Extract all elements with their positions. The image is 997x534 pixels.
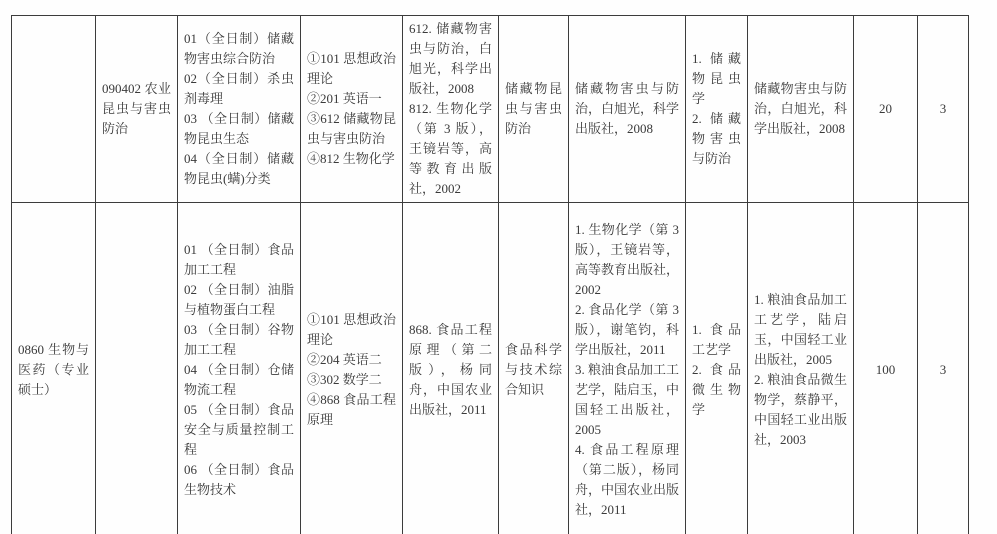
cell-study-years: 3: [918, 16, 969, 203]
cell-exam-subjects: [301, 203, 403, 534]
cell-line: 06 （全日制）食品生物技术: [184, 462, 294, 497]
cell-line: 03 （全日制）谷物加工工程: [184, 322, 294, 357]
cell-line: 4. 食品工程原理（第二版），杨同舟，中国农业出版社，2011: [575, 442, 680, 517]
cell-line: 03 （全日制）储藏物昆虫生态: [184, 111, 294, 146]
cell-line: 1. 生物化学（第 3 版），王镜岩等，高等教育出版社，2002: [575, 222, 680, 297]
cell-line: ②204 英语二: [307, 352, 382, 367]
cell-exam-subjects: [301, 16, 403, 203]
cell-line: ④868 食品工程原理: [307, 392, 396, 427]
cell-line: ④812 生物化学: [307, 151, 395, 166]
cell-line: 02（全日制）杀虫剂毒理: [184, 71, 294, 106]
cell-enrollment-quota: 20: [854, 16, 918, 203]
cell-line: ③302 数学二: [307, 372, 382, 387]
cell-line: ③612 储藏物昆虫与害虫防治: [307, 111, 396, 146]
cell-exam-references: [403, 203, 499, 534]
cell-category: [12, 16, 96, 203]
cell-extra-test-references: [748, 203, 854, 534]
cell-study-years: 3: [918, 203, 969, 534]
cell-line: 储藏物昆虫与害虫防治: [505, 81, 562, 136]
cell-line: ②201 英语一: [307, 91, 382, 106]
cell-research-directions: [178, 203, 301, 534]
table-row-0860: [12, 203, 969, 534]
cell-major-code: 090402 农业昆虫与害虫防治: [96, 16, 178, 203]
admissions-table: [11, 15, 969, 534]
cell-exam-references: [403, 16, 499, 203]
cell-line: 3. 粮油食品加工工艺学，陆启玉，中国轻工出版社，2005: [575, 362, 680, 437]
cell-line: 储藏物害虫与防治，白旭光，科学出版社，2008: [754, 81, 847, 136]
cell-line: 2. 储藏物害虫与防治: [692, 111, 741, 166]
cell-line: 01 （全日制）食品加工工程: [184, 242, 294, 277]
cell-line: 2. 食品微生物学: [692, 362, 741, 417]
cell-line: 储藏物害虫与防治，白旭光，科学出版社，2008: [575, 81, 680, 136]
cell-line: 1. 食品工艺学: [692, 322, 741, 357]
cell-retest-references: [569, 16, 686, 203]
cell-line: 812. 生物化学（第 3 版），王镜岩等，高等教育出版社，2002: [409, 101, 492, 196]
cell-line: 04（全日制）储藏物昆虫(螨)分类: [184, 151, 294, 186]
cell-retest-subject: [499, 203, 569, 534]
cell-line: ①101 思想政治理论: [307, 312, 396, 347]
cell-line: 02 （全日制）油脂与植物蛋白工程: [184, 282, 294, 317]
cell-enrollment-quota: 100: [854, 203, 918, 534]
cell-line: 612. 储藏物害虫与防治，白旭光，科学出版社，2008: [409, 21, 492, 96]
cell-research-directions: [178, 16, 301, 203]
cell-line: 05 （全日制）食品安全与质量控制工程: [184, 402, 294, 457]
cell-extra-test-subjects: [686, 203, 748, 534]
cell-retest-references: [569, 203, 686, 534]
cell-retest-subject: [499, 16, 569, 203]
cell-line: 04 （全日制）仓储物流工程: [184, 362, 294, 397]
cell-line: 1. 储藏物昆虫学: [692, 51, 741, 106]
cell-line: 1. 粮油食品加工工艺学，陆启玉，中国轻工业出版社，2005: [754, 292, 847, 367]
table-row-090402: [12, 16, 969, 203]
cell-line: ①101 思想政治理论: [307, 51, 396, 86]
cell-extra-test-subjects: [686, 16, 748, 203]
cell-line: 01（全日制）储藏物害虫综合防治: [184, 31, 294, 66]
cell-line: 868. 食品工程原理（第二版），杨同舟，中国农业出版社，2011: [409, 322, 492, 417]
cell-line: 2. 食品化学（第 3 版），谢笔钧，科学出版社，2011: [575, 302, 679, 357]
cell-line: 2. 粮油食品微生物学，蔡静平，中国轻工业出版社，2003: [754, 372, 847, 447]
cell-major-code: [96, 203, 178, 534]
cell-line: 食品科学与技术综合知识: [505, 342, 562, 397]
cell-category: 0860 生物与医药（专业硕士）: [12, 203, 96, 534]
cell-extra-test-references: [748, 16, 854, 203]
